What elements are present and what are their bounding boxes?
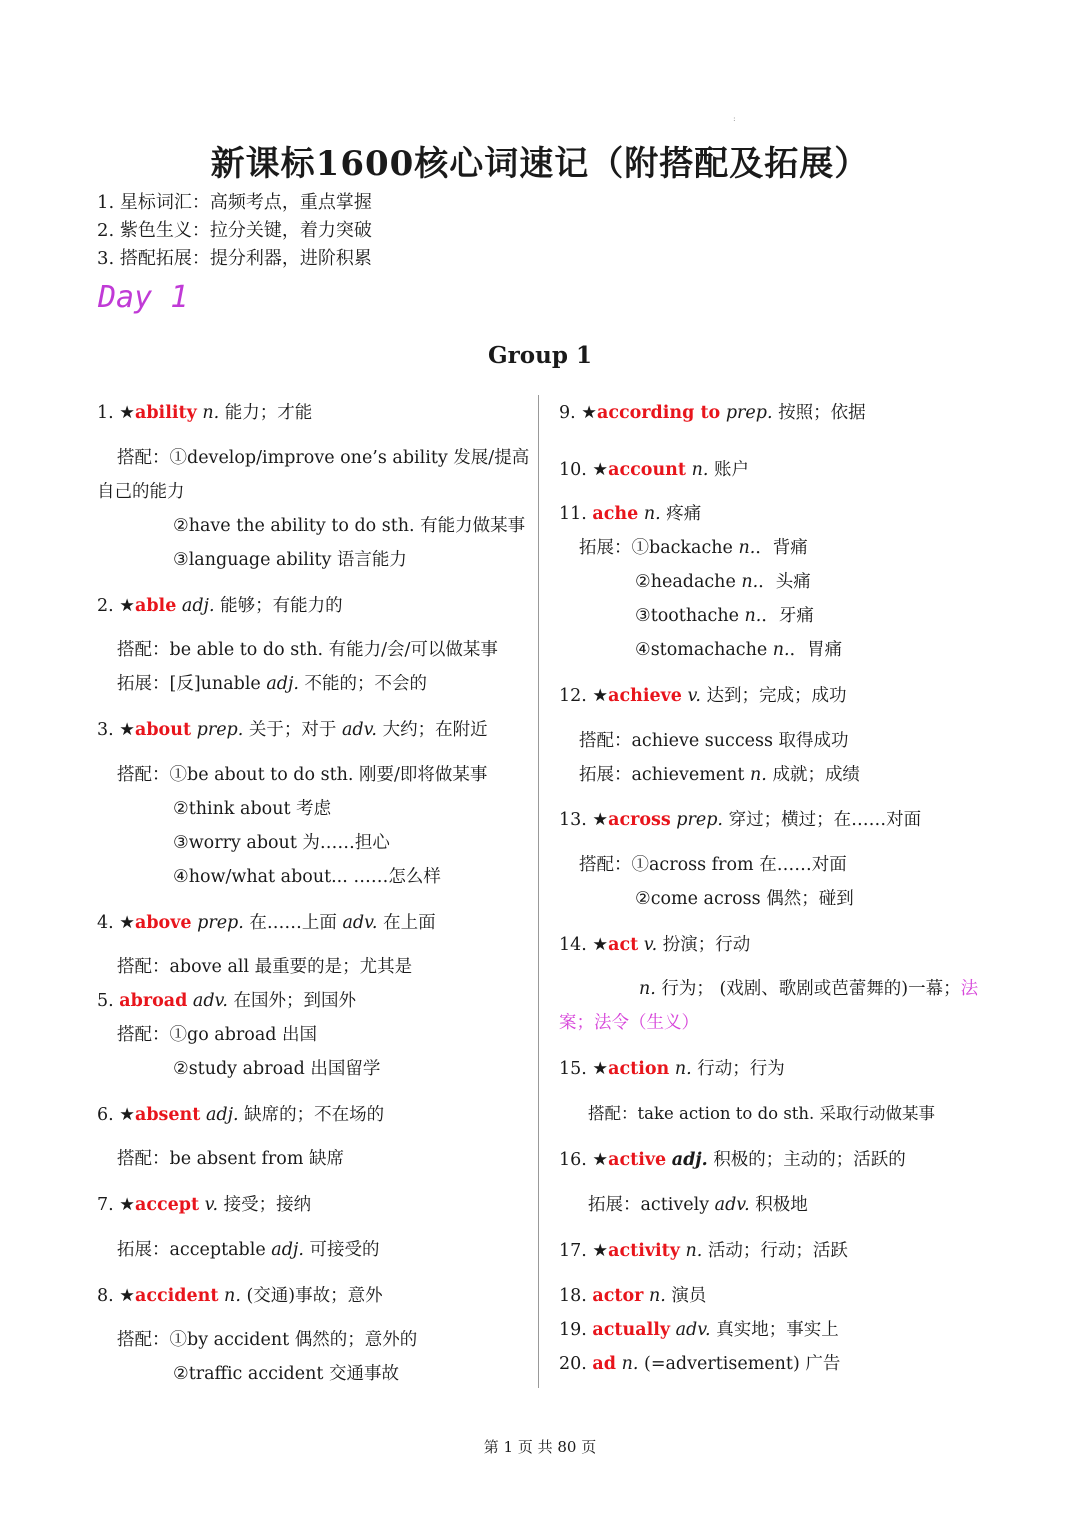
star-icon: ★: [119, 913, 135, 933]
extension-definition: 可接受的: [303, 1240, 380, 1260]
extension-word: ④stomachache: [635, 640, 773, 660]
part-of-speech: adj.: [205, 1105, 239, 1125]
column-divider: [538, 395, 539, 1388]
part-of-speech: n.: [738, 538, 756, 558]
day-heading: Day 1: [98, 280, 189, 315]
page-footer: 第 1 页 共 80 页: [483, 1438, 597, 1456]
definition: 大约；在附近: [382, 720, 488, 740]
entry-18: [559, 1284, 706, 1308]
headword: ad: [592, 1354, 616, 1374]
collocation: 搭配：be able to do sth. 有能力/会/可以做某事: [117, 640, 498, 660]
entry-9: [559, 401, 866, 425]
collocation: 搭配：①be about to do sth. 刚要/即将做某事: [117, 765, 488, 785]
part-of-speech: adv.: [341, 720, 377, 740]
entry-number: 17.: [559, 1241, 587, 1261]
headword: actor: [592, 1286, 644, 1306]
entry-11: [559, 502, 701, 526]
entry-17: [559, 1239, 848, 1263]
definition: 在上面: [383, 913, 436, 933]
part-of-speech: adv.: [714, 1195, 750, 1215]
extension: [635, 570, 811, 594]
entry-number: 19.: [559, 1320, 587, 1340]
definition: 行动；行为: [697, 1059, 785, 1079]
part-of-speech: adj.: [271, 1240, 304, 1260]
definition: (交通)事故；意外: [246, 1286, 383, 1306]
headword: activity: [608, 1241, 680, 1261]
collocation: ③worry about 为……担心: [173, 833, 390, 853]
definition: 穿过；横过；在……对面: [728, 810, 922, 830]
entry-3: [97, 718, 488, 742]
entry-8: [97, 1284, 383, 1308]
collocation: ②study abroad 出国留学: [173, 1059, 381, 1079]
part-of-speech: prep.: [676, 810, 723, 830]
headword: across: [608, 810, 671, 830]
part-of-speech: n.: [691, 460, 709, 480]
extension-definition: ．头痛: [758, 572, 811, 592]
part-of-speech: n.: [224, 1286, 241, 1306]
entry-number: 2.: [97, 596, 114, 616]
entry-number: 20.: [559, 1354, 587, 1374]
extension: [635, 604, 814, 628]
entry-number: 11.: [559, 504, 587, 524]
entry-7: [97, 1193, 311, 1217]
part-of-speech: n.: [741, 572, 759, 592]
collocation: ③language ability 语言能力: [173, 550, 407, 570]
definition: 按照；依据: [778, 403, 866, 423]
headword: accident: [134, 1286, 219, 1306]
star-icon: ★: [592, 1150, 609, 1170]
star-icon: ★: [592, 810, 609, 830]
part-of-speech: adv.: [675, 1320, 711, 1340]
entry-19: [559, 1318, 839, 1342]
extension-definition: ．胃痛: [789, 640, 843, 660]
headword: absent: [134, 1105, 201, 1125]
part-of-speech: n.: [643, 504, 661, 524]
headword: act: [608, 935, 639, 955]
part-of-speech: n.: [639, 979, 656, 999]
part-of-speech: n.: [685, 1241, 703, 1261]
extension-word: 拓展：actively: [588, 1195, 715, 1215]
entry-4: [97, 911, 436, 935]
scan-mark: :: [733, 114, 736, 123]
collocation: 搭配：①by accident 偶然的；意外的: [117, 1330, 418, 1350]
extension: [117, 672, 427, 696]
entry-number: 14.: [559, 935, 587, 955]
headword: actually: [592, 1320, 671, 1340]
entry-number: 7.: [97, 1195, 114, 1215]
collocation: ②come across 偶然；碰到: [635, 889, 854, 909]
collocation: 搭配：achieve success 取得成功: [579, 731, 849, 751]
headword: ache: [592, 504, 639, 524]
page-title: 新课标1600核心词速记（附搭配及拓展）: [210, 144, 870, 184]
definition: 在……上面: [249, 913, 337, 933]
star-icon: ★: [592, 1059, 609, 1079]
extension-definition: ．牙痛: [761, 606, 814, 626]
extension-definition: 积极地: [749, 1195, 808, 1215]
extension-definition: 成就；成绩: [766, 765, 860, 785]
definition: 接受；接纳: [223, 1195, 312, 1215]
sense-2: [639, 977, 978, 1001]
extension: [117, 1238, 379, 1262]
definition: 缺席的；不在场的: [244, 1105, 385, 1125]
entry-number: 8.: [97, 1286, 114, 1306]
definition: 扮演；行动: [662, 935, 751, 955]
part-of-speech: n.: [674, 1059, 692, 1079]
entry-number: 5.: [97, 991, 114, 1011]
entry-number: 1.: [97, 403, 114, 423]
entry-20: [559, 1352, 840, 1376]
part-of-speech: v.: [687, 686, 701, 706]
entry-number: 16.: [559, 1150, 587, 1170]
headword: according to: [596, 403, 721, 423]
star-icon: ★: [119, 1105, 135, 1125]
collocation: 搭配：be absent from 缺席: [117, 1149, 344, 1169]
entry-5: [97, 989, 356, 1013]
part-of-speech: adv.: [342, 913, 378, 933]
collocation: ②think about 考虑: [173, 799, 332, 819]
extension-word: 拓展：[反]unable: [117, 674, 267, 694]
star-icon: ★: [592, 686, 609, 706]
star-icon: ★: [592, 460, 609, 480]
entry-number: 13.: [559, 810, 587, 830]
collocation-continued: 自己的能力: [97, 482, 185, 502]
legend-note-3: 3. 搭配拓展：提分利器，进阶积累: [97, 248, 372, 269]
entry-13: [559, 808, 921, 832]
entry-number: 18.: [559, 1286, 587, 1306]
part-of-speech: prep.: [197, 913, 244, 933]
star-icon: ★: [581, 403, 597, 423]
extension-definition: ．背痛: [755, 538, 808, 558]
entry-2: [97, 594, 343, 618]
headword: able: [134, 596, 177, 616]
extension: [579, 763, 860, 787]
definition: 账户: [713, 460, 749, 480]
part-of-speech: n.: [648, 1286, 666, 1306]
entry-14: [559, 933, 750, 957]
part-of-speech: v.: [643, 935, 658, 955]
definition: 能够；有能力的: [220, 596, 343, 616]
extension: [635, 638, 842, 662]
headword: achieve: [608, 686, 682, 706]
group-heading: Group 1: [488, 342, 592, 369]
part-of-speech: v.: [204, 1195, 219, 1215]
extension: [588, 1193, 808, 1217]
star-icon: ★: [119, 1286, 135, 1306]
legend-note-1: 1. 星标词汇：高频考点，重点掌握: [97, 192, 372, 213]
headword: above: [134, 913, 192, 933]
headword: action: [608, 1059, 670, 1079]
entry-number: 12.: [559, 686, 587, 706]
headword: ability: [134, 403, 197, 423]
entry-10: [559, 458, 749, 482]
definition: 达到；完成；成功: [706, 686, 847, 706]
entry-1: [97, 401, 312, 425]
legend-note-2: 2. 紫色生义：拉分关键，着力突破: [97, 220, 372, 241]
part-of-speech: prep.: [725, 403, 773, 423]
part-of-speech: n.: [621, 1354, 639, 1374]
star-icon: ★: [119, 720, 135, 740]
collocation: 搭配：①develop/improve one’s ability 发展/提高: [117, 448, 530, 468]
part-of-speech: n.: [750, 765, 767, 785]
extension-word: ③toothache: [635, 606, 745, 626]
definition: 关于；对于: [248, 720, 337, 740]
headword: active: [608, 1150, 667, 1170]
collocation: ④how/what about... ……怎么样: [173, 867, 441, 887]
entry-number: 4.: [97, 913, 114, 933]
part-of-speech: n.: [202, 403, 220, 423]
entry-number: 3.: [97, 720, 114, 740]
headword: about: [134, 720, 192, 740]
entry-number: 6.: [97, 1105, 114, 1125]
extension-word: ②headache: [635, 572, 742, 592]
collocation: 搭配：①across from 在……对面: [579, 855, 847, 875]
collocation: 搭配：①go abroad 出国: [117, 1025, 318, 1045]
definition: 疼痛: [666, 504, 702, 524]
entry-number: 9.: [559, 403, 576, 423]
collocation: ②have the ability to do sth. 有能力做某事: [173, 516, 526, 536]
extension-word: 拓展：acceptable: [117, 1240, 272, 1260]
entry-16: [559, 1148, 906, 1172]
definition: 演员: [671, 1286, 707, 1306]
headword: account: [608, 460, 686, 480]
star-icon: ★: [592, 935, 609, 955]
part-of-speech: prep.: [196, 720, 244, 740]
definition: 真实地；事实上: [716, 1320, 839, 1340]
entry-15: [559, 1057, 785, 1081]
entry-number: 15.: [559, 1059, 587, 1079]
collocation: 搭配：take action to do sth. 采取行动做某事: [588, 1104, 936, 1123]
headword: accept: [134, 1195, 200, 1215]
headword: abroad: [119, 991, 188, 1011]
collocation: ②traffic accident 交通事故: [173, 1364, 399, 1384]
part-of-speech: adv.: [192, 991, 228, 1011]
part-of-speech: adj.: [266, 674, 299, 694]
entry-12: [559, 684, 846, 708]
star-icon: ★: [119, 596, 135, 616]
extension: [579, 536, 808, 560]
part-of-speech: n.: [772, 640, 790, 660]
definition: 活动；行动；活跃: [707, 1241, 848, 1261]
extension-word: 拓展：achievement: [579, 765, 751, 785]
extension-word: 拓展：①backache: [579, 538, 739, 558]
rare-sense-continued: 案；法令（生义）: [559, 1013, 699, 1033]
definition: 行为； (戏剧、歌剧或芭蕾舞的)一幕；: [655, 979, 961, 999]
part-of-speech: adj.: [671, 1150, 708, 1170]
star-icon: ★: [119, 403, 135, 423]
collocation: 搭配：above all 最重要的是；尤其是: [117, 957, 413, 977]
star-icon: ★: [592, 1241, 609, 1261]
rare-sense: 法: [960, 979, 979, 999]
star-icon: ★: [119, 1195, 135, 1215]
part-of-speech: adj.: [181, 596, 215, 616]
definition: 能力；才能: [224, 403, 313, 423]
part-of-speech: n.: [744, 606, 762, 626]
definition: 积极的；主动的；活跃的: [713, 1150, 906, 1170]
definition: (=advertisement) 广告: [644, 1354, 841, 1374]
definition: 在国外；到国外: [233, 991, 356, 1011]
entry-6: [97, 1103, 384, 1127]
entry-number: 10.: [559, 460, 587, 480]
extension-definition: 不能的；不会的: [298, 674, 428, 694]
